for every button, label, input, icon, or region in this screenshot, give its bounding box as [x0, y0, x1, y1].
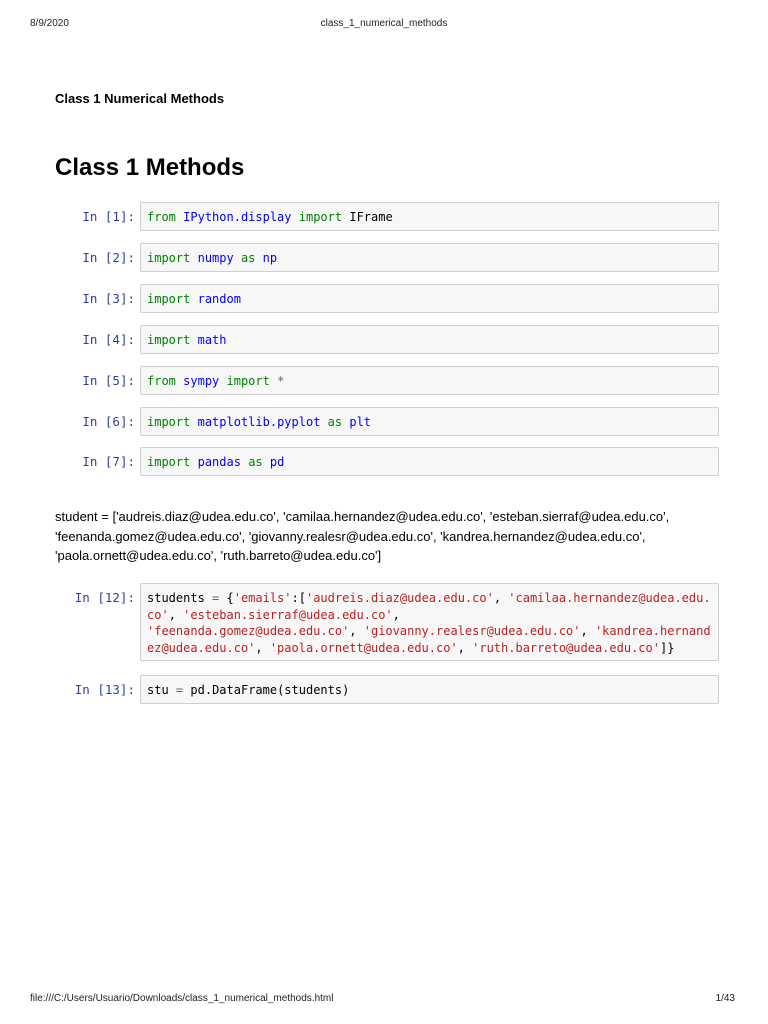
- code-token: as: [327, 415, 343, 429]
- code-token: math: [197, 333, 227, 347]
- code-token: np: [262, 251, 278, 265]
- cell-prompt: In [2]:: [82, 250, 135, 265]
- code-token: sympy: [183, 374, 220, 388]
- code-token: pd: [269, 455, 285, 469]
- code-token: 'esteban.sierraf@udea.edu.co': [183, 607, 393, 622]
- cell-prompt: In [1]:: [82, 209, 135, 224]
- code-token: ,: [457, 640, 473, 655]
- code-token: random: [197, 292, 241, 306]
- markdown-line: 'paola.ornett@udea.edu.co', 'ruth.barreto@udea.edu.co']: [55, 548, 382, 563]
- code-input[interactable]: [140, 243, 719, 272]
- code-token: import: [226, 374, 270, 388]
- code-input[interactable]: [140, 583, 719, 661]
- code-token: numpy: [197, 251, 234, 265]
- markdown-line: 'feenanda.gomez@udea.edu.co', 'giovanny.realesr@udea.edu.co', 'kandrea.hernandez@udea.edu.co',: [55, 528, 646, 544]
- code-token: ,: [255, 640, 270, 655]
- code-token: students: [147, 591, 205, 605]
- code-token: co': [147, 607, 169, 622]
- code-token: IPython.display: [183, 210, 292, 224]
- print-header-title: class_1_numerical_methods: [320, 18, 448, 29]
- code-input[interactable]: [140, 675, 719, 704]
- code-token: 'camilaa.hernandez@udea.edu.: [508, 591, 711, 605]
- markdown-line: student = ['audreis.diaz@udea.edu.co', 'camilaa.hernandez@udea.edu.co', 'esteban.sierraf@udea.edu.co',: [55, 509, 670, 524]
- code-token: 'kandrea.hernand: [594, 624, 711, 638]
- code-input[interactable]: [140, 447, 719, 476]
- code-token: :[: [291, 591, 306, 605]
- code-token: import: [147, 333, 191, 347]
- code-token: plt: [349, 415, 372, 429]
- code-token: *: [277, 374, 285, 388]
- code-token: 'giovanny.realesr@udea.edu.co': [363, 624, 581, 638]
- code-token: stu: [147, 683, 169, 697]
- code-token: ,: [168, 607, 184, 622]
- code-input[interactable]: [140, 407, 719, 436]
- code-token: ez@udea.edu.co': [147, 640, 256, 655]
- code-token: {: [226, 591, 234, 605]
- print-header-date: 8/9/2020: [30, 18, 69, 29]
- cell-prompt: In [7]:: [82, 454, 135, 469]
- code-token: from: [147, 374, 176, 388]
- code-token: 'audreis.diaz@udea.edu.co': [305, 591, 494, 605]
- code-token: 'paola.ornett@udea.edu.co': [269, 640, 458, 655]
- cell-prompt: In [6]:: [82, 414, 135, 429]
- notebook-heading: Class 1 Methods: [55, 154, 245, 181]
- notebook-title: Class 1 Numerical Methods: [55, 91, 225, 106]
- code-token: as: [248, 455, 263, 469]
- print-footer-page-number: 1/43: [715, 993, 735, 1004]
- code-token: =: [212, 591, 220, 605]
- code-token: ,: [493, 591, 509, 605]
- cell-prompt: In [5]:: [82, 373, 135, 388]
- code-token: 'emails': [233, 591, 292, 605]
- code-token: import: [147, 415, 191, 429]
- code-token: =: [175, 683, 184, 697]
- markdown-student-list: [55, 507, 715, 566]
- code-token: pandas: [197, 455, 241, 469]
- code-token: 'ruth.barreto@udea.edu.co': [472, 640, 660, 655]
- code-input[interactable]: [140, 202, 719, 231]
- cell-prompt: In [12]:: [74, 590, 135, 605]
- code-token: matplotlib.pyplot: [197, 415, 321, 429]
- code-token: ,: [580, 624, 595, 638]
- cell-prompt: In [3]:: [82, 291, 135, 306]
- code-token: import: [147, 251, 191, 265]
- code-input[interactable]: [140, 366, 719, 395]
- code-input[interactable]: [140, 284, 719, 313]
- code-input[interactable]: [140, 325, 719, 354]
- code-token: ,: [349, 624, 364, 638]
- cell-prompt: In [13]:: [74, 682, 135, 697]
- cell-prompt: In [4]:: [82, 332, 135, 347]
- code-token: 'feenanda.gomez@udea.edu.co': [147, 624, 350, 638]
- code-token: import: [147, 292, 191, 306]
- code-token: from: [147, 210, 176, 224]
- code-token: import: [298, 210, 343, 224]
- code-token: IFrame: [349, 210, 393, 224]
- code-token: import: [147, 455, 191, 469]
- code-token: ,: [392, 607, 400, 622]
- code-token: pd.DataFrame(students): [190, 683, 350, 697]
- code-token: ]}: [659, 640, 675, 655]
- print-footer-path: file:///C:/Users/Usuario/Downloads/class_1_numerical_methods.html: [30, 993, 334, 1004]
- code-token: as: [240, 251, 256, 265]
